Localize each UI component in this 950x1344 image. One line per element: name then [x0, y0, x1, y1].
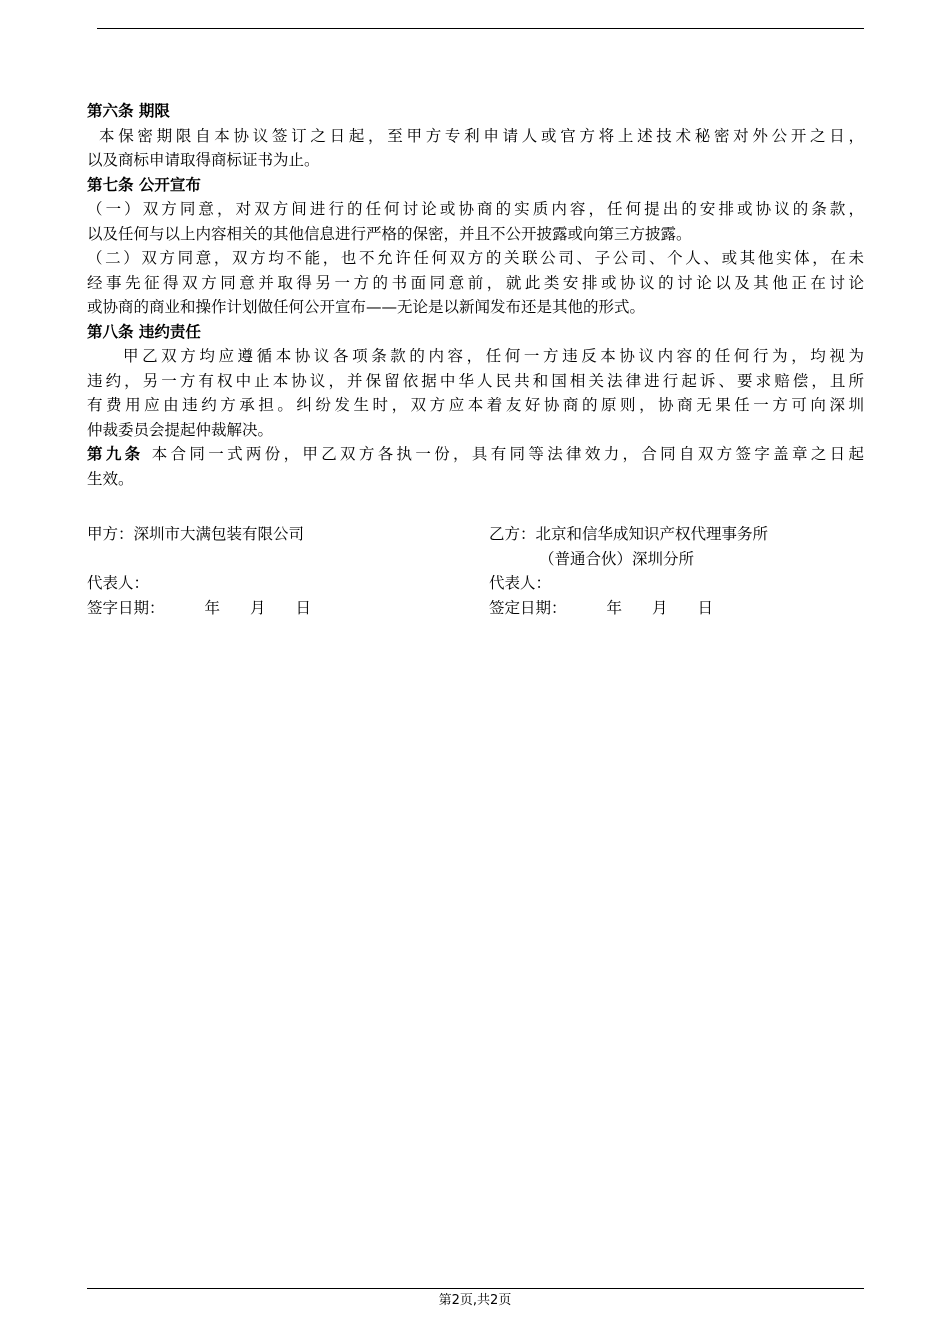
article6-line-1: 本保密期限自本协议签订之日起，至甲方专利申请人或官方将上述技术秘密对外公开之日， [99, 126, 864, 145]
article8-line-2: 违约，另一方有权中止本协议，并保留依据中华人民共和国相关法律进行起诉、要求赔偿，且所 [87, 371, 864, 390]
party-a-year: 年 [204, 598, 221, 617]
article8-line-4: 仲裁委员会提起仲裁解决。 [87, 420, 274, 439]
header-rule [97, 28, 864, 29]
article7-line-2: 以及任何与以上内容相关的其他信息进行严格的保密，并且不公开披露或向第三方披露。 [87, 224, 692, 243]
signature-row-representatives [87, 571, 864, 596]
party-b-date-label: 签定日期： [489, 598, 567, 617]
article7-heading: 第七条 公开宣布 [87, 175, 201, 194]
signature-row-dates [87, 596, 864, 621]
article8-line-1: 甲乙双方均应遵循本协议各项条款的内容，任何一方违反本协议内容的任何行为，均视为 [123, 347, 864, 365]
document-body [87, 99, 864, 491]
article9-text-1: 本合同一式两份，甲乙双方各执一份，具有同等法律效力，合同自双方签字盖章之日起 [143, 445, 864, 463]
signature-block [87, 522, 864, 620]
article7-line-3: （二）双方同意，双方均不能，也不允许任何双方的关联公司、子公司、个人、或其他实体，在未 [87, 249, 864, 267]
signature-row-party-b-cont [87, 547, 864, 572]
party-a-representative: 代表人： [87, 574, 150, 592]
party-a-date [87, 596, 311, 621]
article6-line-2: 以及商标申请取得商标证书为止。 [87, 151, 320, 169]
article8-line-3: 有费用应由违约方承担。纠纷发生时，双方应本着友好协商的原则，协商无果任一方可向深圳 [87, 396, 864, 414]
article7-line-4: 经事先征得双方同意并取得另一方的书面同意前，就此类安排或协议的讨论以及其他正在讨论 [87, 273, 864, 292]
article9-line-1 [87, 442, 864, 467]
party-a-month: 月 [250, 598, 266, 617]
article8-heading: 第八条 违约责任 [87, 322, 201, 341]
party-b-label-line2: （普通合伙）深圳分所 [539, 549, 695, 568]
party-b-day: 日 [697, 598, 714, 617]
party-a-day: 日 [295, 598, 312, 617]
party-a-label: 甲方：深圳市大满包装有限公司 [87, 525, 305, 543]
article9-line-2: 生效。 [87, 469, 134, 488]
party-b-year: 年 [606, 598, 623, 617]
page-number: 第2页,共2页 [438, 1293, 512, 1308]
article7-line-1: （一）双方同意，对双方间进行的任何讨论或协商的实质内容，任何提出的安排或协议的条款， [87, 200, 864, 218]
article9-heading: 第九条 [87, 445, 144, 463]
party-b-month: 月 [652, 598, 668, 617]
signature-row-parties [87, 522, 864, 547]
party-b-date [489, 596, 713, 621]
article7-line-5: 或协商的商业和操作计划做任何公开宣布——无论是以新闻发布还是其他的形式。 [87, 298, 646, 316]
article6-heading: 第六条 期限 [87, 102, 170, 120]
party-b-label: 乙方：北京和信华成知识产权代理事务所 [489, 525, 769, 543]
footer-rule [87, 1288, 864, 1289]
party-a-date-label: 签字日期： [87, 598, 165, 617]
party-b-representative: 代表人： [489, 574, 552, 592]
